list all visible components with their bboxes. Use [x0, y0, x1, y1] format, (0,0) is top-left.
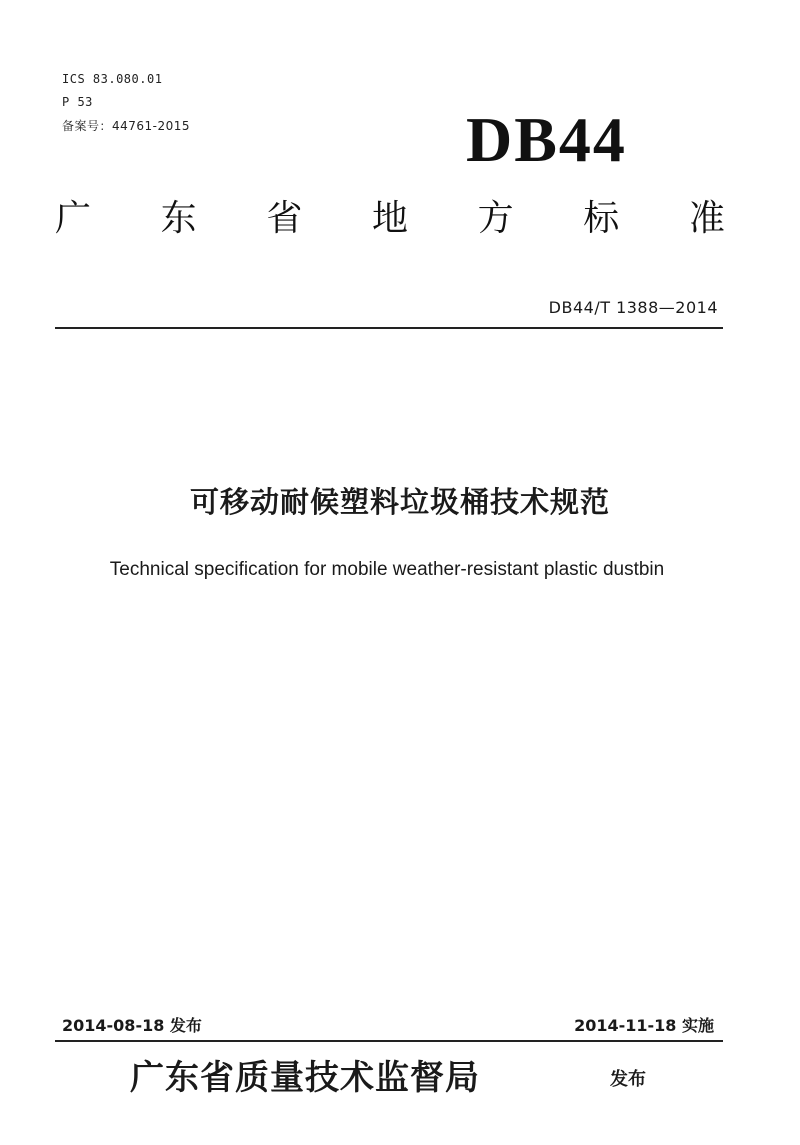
standard-type-char: 地	[371, 198, 408, 239]
ics-code: ICS 83.080.01	[62, 72, 163, 86]
issuer-suffix: 发布	[610, 1069, 646, 1090]
standard-type-char: 东	[160, 198, 197, 239]
standard-type-char: 准	[688, 198, 725, 239]
standard-type-char: 标	[583, 198, 620, 239]
record-number: 备案号：44761-2015	[62, 119, 191, 133]
db44-logo: DB44	[466, 104, 627, 175]
standard-type-char: 方	[477, 198, 514, 239]
standard-type-char: 省	[266, 198, 303, 239]
standard-number: DB44/T 1388—2014	[548, 298, 718, 317]
issue-date: 2014-08-18 发布	[62, 1016, 202, 1035]
effective-date: 2014-11-18 实施	[574, 1016, 714, 1035]
standard-type-heading	[55, 195, 725, 243]
top-divider	[55, 327, 723, 329]
title-english: Technical specification for mobile weather-resistant plastic dustbin	[109, 559, 665, 580]
bottom-divider	[55, 1040, 723, 1042]
issuer-name: 广东省质量技术监督局	[130, 1058, 480, 1098]
title-chinese: 可移动耐候塑料垃圾桶技术规范	[189, 485, 610, 519]
p-code: P 53	[62, 95, 93, 109]
standard-type-char: 广	[55, 198, 92, 239]
